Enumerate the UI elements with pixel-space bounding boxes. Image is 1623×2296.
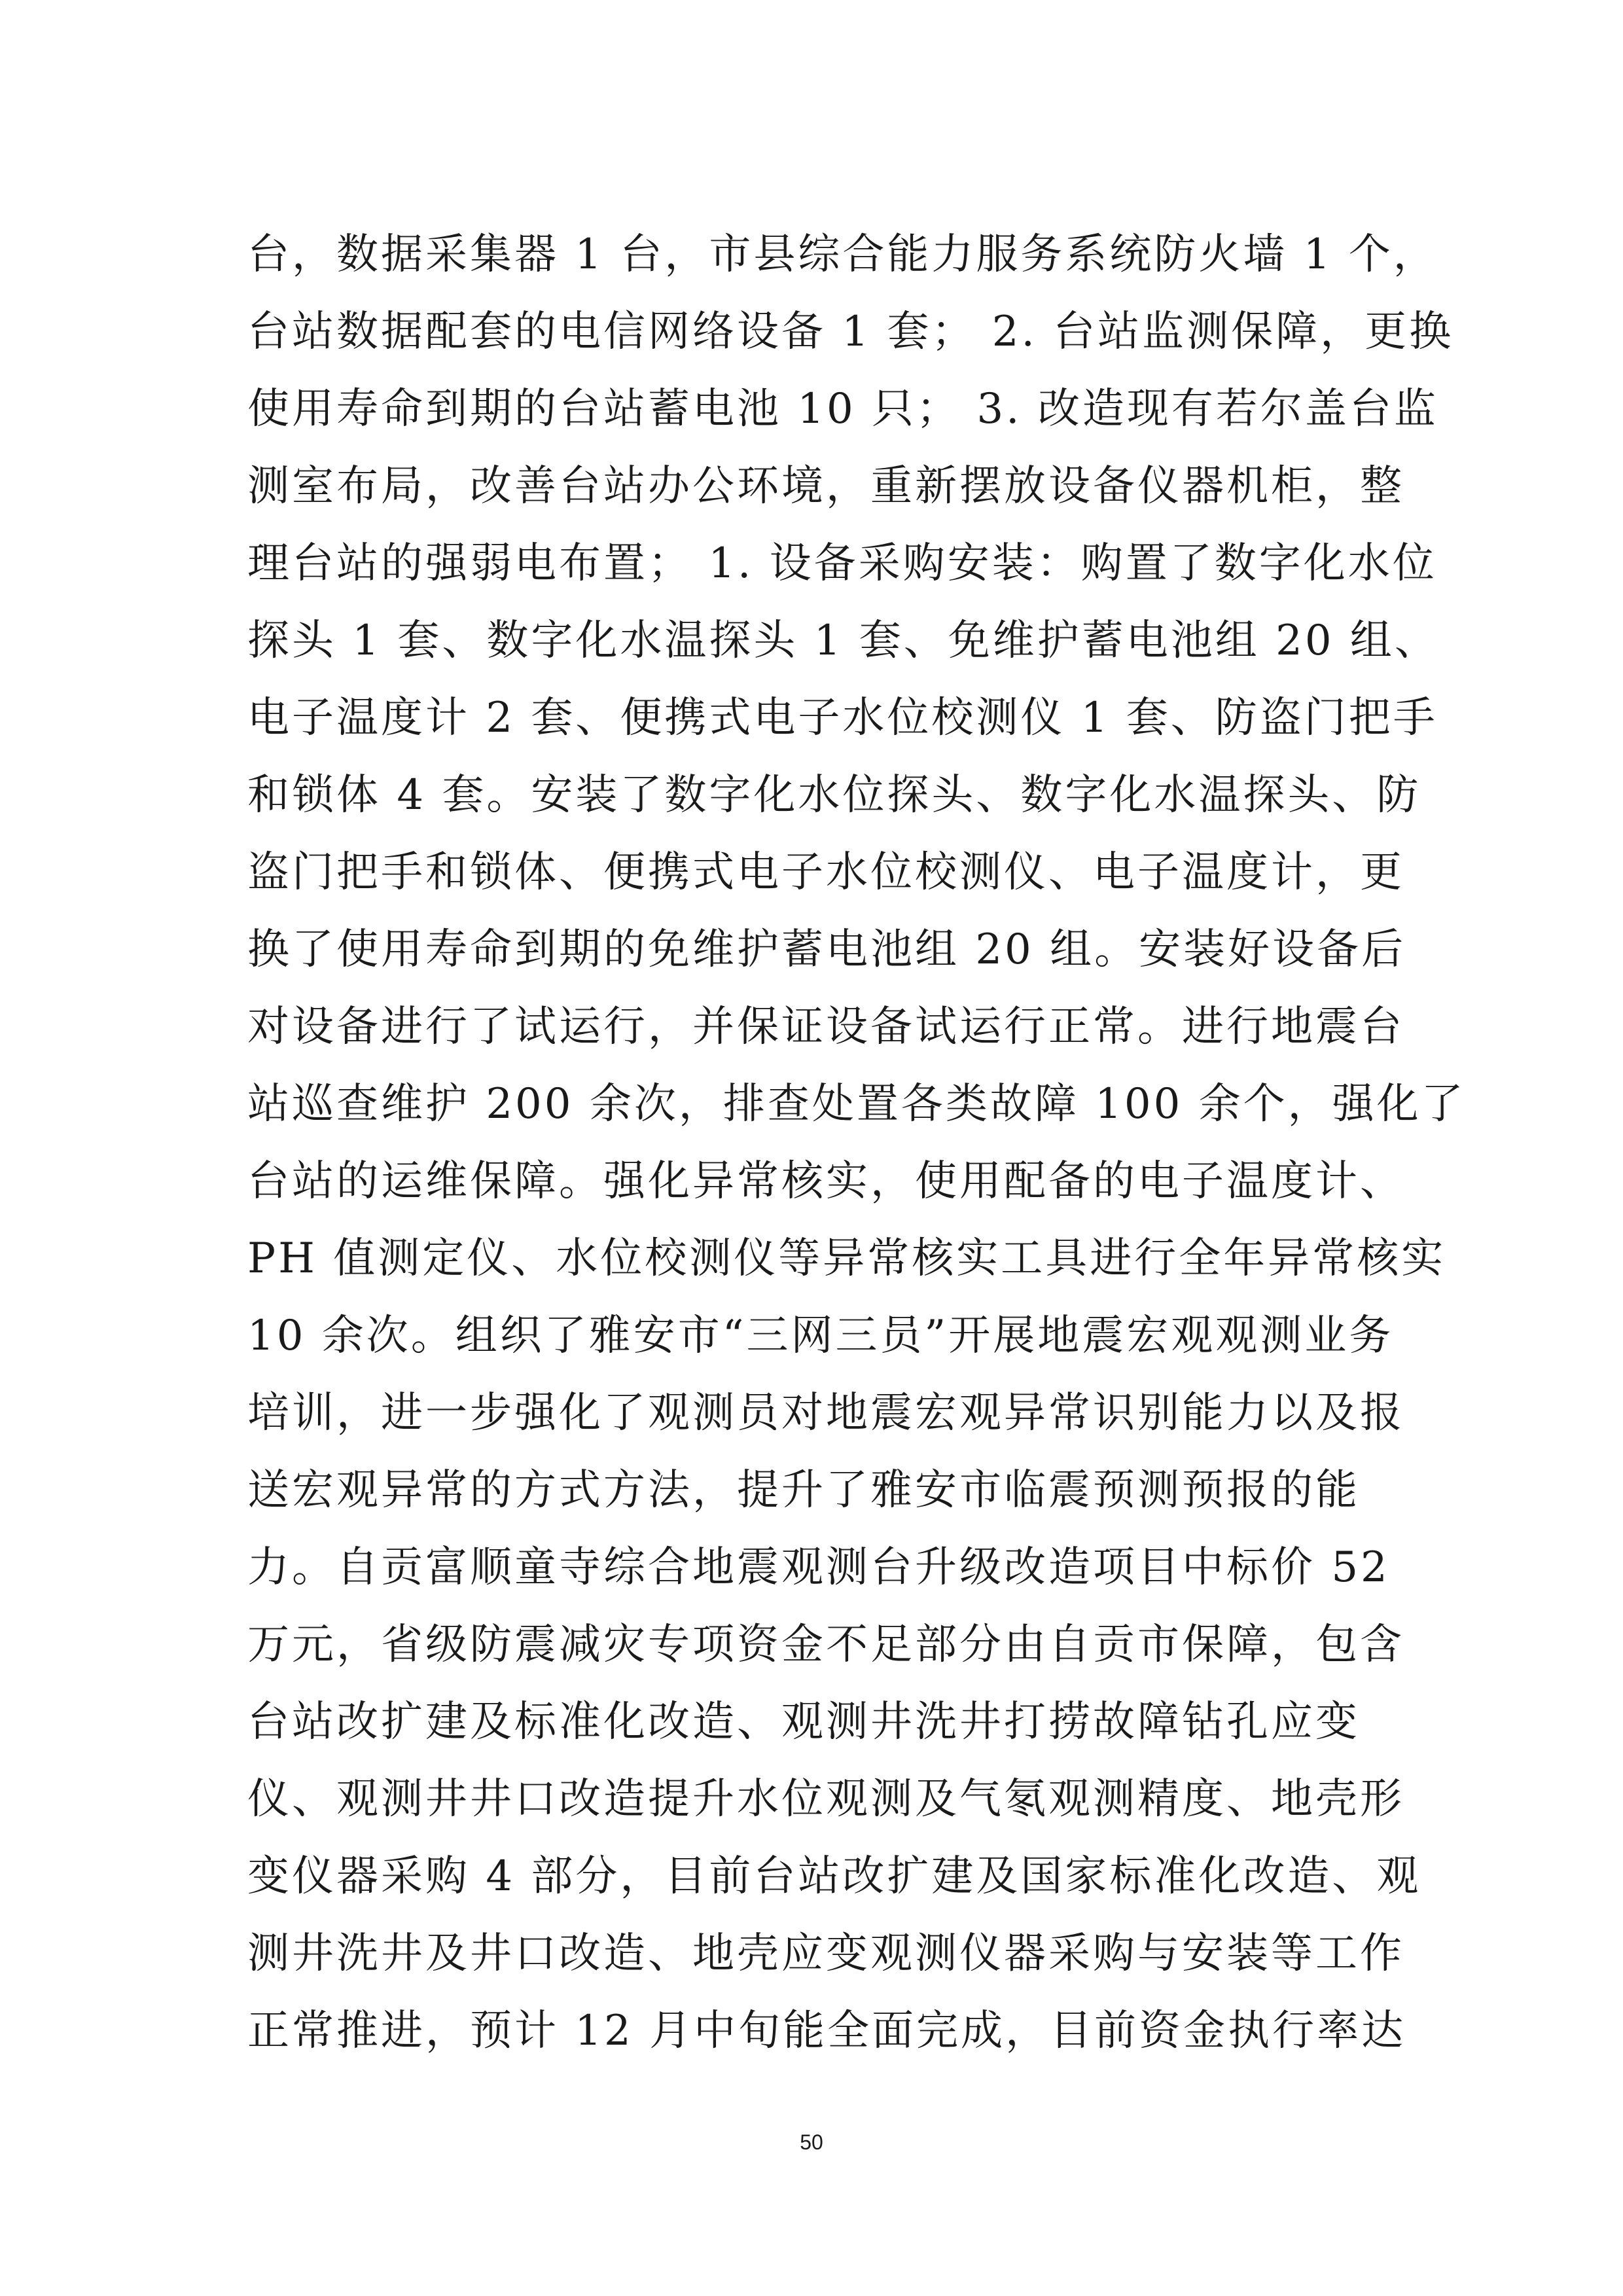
text-line: 仪、观测井井口改造提升水位观测及气氡观测精度、地壳形: [247, 1775, 1404, 1823]
text-line: 变仪器采购 4 部分，目前台站改扩建及国家标准化改造、观: [247, 1852, 1421, 1901]
text-line: 力。自贡富顺童寺综合地震观测台升级改造项目中标价 52: [247, 1543, 1390, 1592]
text-line: 台站改扩建及标准化改造、观测井洗井打捞故障钻孔应变: [247, 1698, 1360, 1746]
text-line: 正常推进，预计 12 月中旬能全面完成，目前资金执行率达: [247, 2007, 1406, 2055]
text-line: 测井洗井及井口改造、地壳应变观测仪器采购与安装等工作: [247, 1929, 1404, 1978]
text-line: 换了使用寿命到期的免维护蓄电池组 20 组。安装好设备后: [247, 925, 1406, 974]
text-line: 探头 1 套、数字化水温探头 1 套、免维护蓄电池组 20 组、: [247, 617, 1439, 665]
text-line: 培训，进一步强化了观测员对地震宏观异常识别能力以及报: [247, 1389, 1404, 1437]
text-line: 送宏观异常的方式方法，提升了雅安市临震预测预报的能: [247, 1466, 1360, 1515]
text-line: 电子温度计 2 套、便携式电子水位校测仪 1 套、防盗门把手: [247, 694, 1438, 742]
text-line: 台站数据配套的电信网络设备 1 套； 2. 台站监测保障，更换: [247, 308, 1454, 356]
text-line: 使用寿命到期的台站蓄电池 10 只； 3. 改造现有若尔盖台监: [247, 385, 1438, 433]
text-line: 台站的运维保障。强化异常核实，使用配备的电子温度计、: [247, 1157, 1404, 1206]
body-text: [247, 216, 1466, 2070]
text-line: 理台站的强弱电布置； 1. 设备采购安装：购置了数字化水位: [247, 539, 1437, 588]
text-line: 盗门把手和锁体、便携式电子水位校测仪、电子温度计，更: [247, 848, 1404, 897]
text-line: PH 值测定仪、水位校测仪等异常核实工具进行全年异常核实: [247, 1234, 1446, 1283]
text-line: 站巡查维护 200 余次，排查处置各类故障 100 余个，强化了: [247, 1080, 1466, 1128]
text-line: 对设备进行了试运行，并保证设备试运行正常。进行地震台: [247, 1003, 1404, 1051]
text-line: 测室布局，改善台站办公环境，重新摆放设备仪器机柜，整: [247, 462, 1404, 511]
text-line: 台，数据采集器 1 台，市县综合能力服务系统防火墙 1 个，: [247, 230, 1438, 279]
text-line: 和锁体 4 套。安装了数字化水位探头、数字化水温探头、防: [247, 771, 1421, 819]
text-line: 10 余次。组织了雅安市“三网三员”开展地震宏观观测业务: [247, 1312, 1394, 1360]
text-line: 万元，省级防震减灾专项资金不足部分由自贡市保障，包含: [247, 1621, 1404, 1669]
page-number: 50: [800, 2130, 823, 2154]
